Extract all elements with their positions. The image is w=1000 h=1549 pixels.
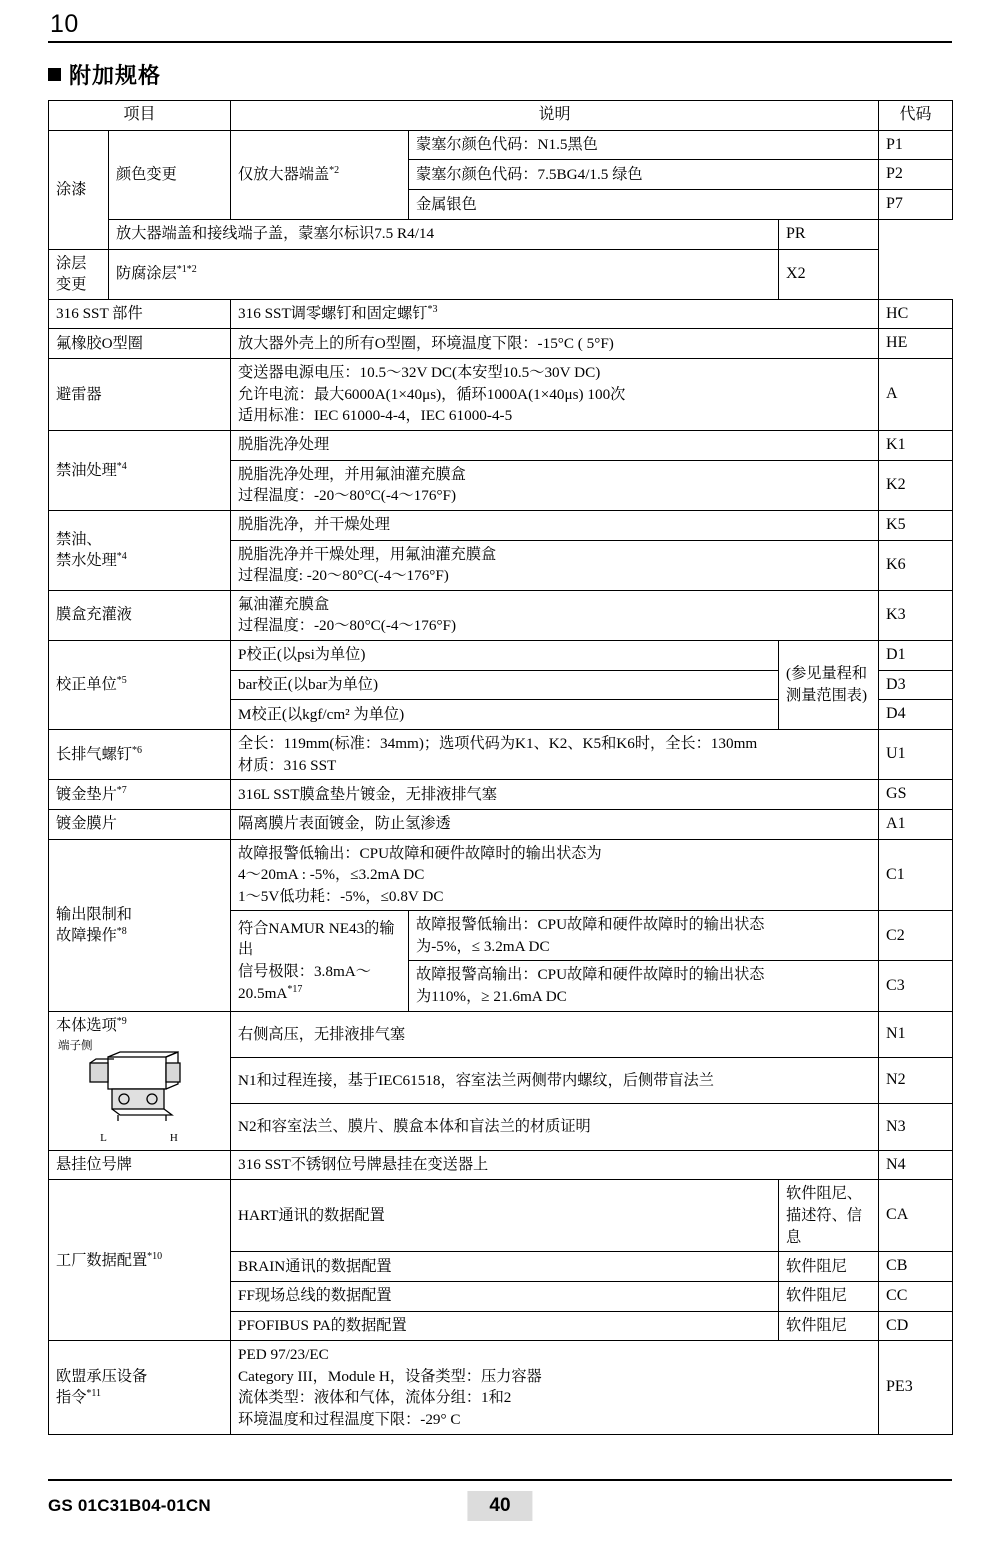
desc-ff-config: FF现场总线的数据配置 [231,1281,779,1311]
code-u1: U1 [879,729,953,779]
code-p2: P2 [879,160,953,190]
desc-line: 脱脂洗净并干燥处理，用氟油灌充膜盒 [238,545,497,563]
subitem-coating-change: 涂层变更 [49,249,109,299]
desc-brain-params: 软件阻尼 [779,1252,879,1282]
code-pe3: PE3 [879,1341,953,1434]
desc-line: 4～20mA : -5%，≤3.2mA DC [238,866,425,884]
desc-burnout-low [231,839,879,911]
desc-m-calibration: M校正(以kgf/cm² 为单位) [231,700,779,730]
item-paint: 涂漆 [49,130,109,249]
desc-psi-calibration: P校正(以psi为单位) [231,640,779,670]
desc-gold-plated-diaphragm: 隔离膜片表面镀金，防止氢渗透 [231,809,879,839]
low-high-labels [56,1131,223,1147]
desc-viton-oring: 放大器外壳上的所有O型圈，环境温度下限：-15°C ( 5°F) [231,329,879,359]
item-factory-config [49,1180,231,1341]
desc-line: 为110%，≥ 21.6mA DC [416,988,567,1006]
item-line [56,1387,223,1409]
item-gold-plated-gasket-text: 镀金垫片 [56,785,117,803]
code-d1: D1 [879,640,953,670]
label-high: H [169,1132,179,1145]
code-pr: PR [779,219,879,249]
desc-amplifier-cover [231,130,409,219]
section-title [48,59,952,90]
desc-gold-plated-gasket: 316L SST膜盒垫片镀金，无排液排气塞 [231,780,879,810]
page-number-top: 10 [50,10,79,38]
desc-munsell-green: 蒙塞尔颜色代码：7.5BG4/1.5 绿色 [409,160,879,190]
transmitter-outline-icon [74,1051,206,1125]
transmitter-body-diagram [56,1036,223,1147]
item-factory-config-text: 工厂数据配置 [56,1251,148,1269]
table-row [49,590,953,640]
table-row [49,249,953,299]
desc-degrease-dry: 脱脂洗净，并干燥处理 [231,510,879,540]
desc-anticorrosion-text: 防腐涂层 [116,265,177,283]
desc-capsule-fill-fluid [231,590,879,640]
footnote-marker: *4 [116,551,127,563]
footnote-marker: *10 [147,1250,163,1262]
label-low: L [100,1132,108,1145]
table-row [49,329,953,359]
code-a1: A1 [879,809,953,839]
code-c2: C2 [879,911,953,961]
item-long-vent-screw [49,729,231,779]
desc-line: 为-5%，≤ 3.2mA DC [416,937,550,955]
item-line [56,550,223,572]
page-number-badge: 40 [467,1491,532,1521]
footnote-marker: *9 [116,1015,127,1027]
desc-amplifier-cover-text: 仅放大器端盖 [238,166,330,183]
item-output-limit-failure [49,839,231,1011]
item-gold-plated-gasket [49,780,231,810]
desc-metal-silver: 金属银色 [409,190,879,220]
item-gold-plated-diaphragm: 镀金膜片 [49,809,231,839]
column-header-item: 项目 [49,101,231,131]
desc-line: 过程温度：-20～80°C(-4～176°F) [238,617,457,635]
desc-line: 过程温度：-20～80°C(-4～176°F) [238,487,457,505]
code-ca: CA [879,1180,953,1252]
code-n2: N2 [879,1057,953,1103]
table-row [49,359,953,431]
desc-hart-config: HART通讯的数据配置 [231,1180,779,1252]
desc-line: 过程温度: -20～80°C(-4～176°F) [238,567,449,585]
item-viton-oring: 氟橡胶O型圈 [49,329,231,359]
table-row [49,430,953,460]
desc-degrease-fluoro-fill [231,460,879,510]
desc-anticorrosion-coating [109,249,779,299]
table-row [49,510,953,540]
footnote-marker: *1*2 [176,264,197,276]
footer-row [48,1489,952,1523]
footnote-marker: *2 [329,164,340,176]
code-he: HE [879,329,953,359]
desc-line: 故障报警低输出：CPU故障和硬件故障时的输出状态 [416,916,765,934]
item-oil-water-free [49,510,231,590]
item-capsule-fill-fluid: 膜盒充灌液 [49,590,231,640]
desc-line: 环境温度和过程温度下限：-29° C [238,1411,461,1429]
table-header-row [49,101,953,131]
page-footer [48,1479,952,1523]
code-gs: GS [879,780,953,810]
item-line-text: 指令 [56,1389,87,1407]
table-row [49,839,953,911]
desc-line: 脱脂洗净处理，并用氟油灌充膜盒 [238,465,466,483]
item-calibration-unit-text: 校正单位 [56,676,117,694]
document-code: GS 01C31B04-01CN [48,1496,211,1515]
code-k3: K3 [879,590,953,640]
footnote-marker: *4 [116,460,127,472]
item-long-vent-screw-text: 长排气螺钉 [56,745,132,763]
desc-namur-ne43 [231,911,409,1011]
footnote-marker: *8 [116,926,127,938]
desc-lightning-arrester [231,359,879,431]
desc-line: 氟油灌充膜盒 [238,595,330,613]
code-n3: N3 [879,1104,953,1150]
desc-line: 材质：316 SST [238,756,337,774]
item-line [56,1015,223,1037]
desc-body-option-n1: 右侧高压，无排液排气塞 [231,1011,879,1057]
desc-line: 流体类型：液体和气体，流体分组：1和2 [238,1389,512,1407]
table-row [49,299,953,329]
table-row [49,809,953,839]
terminal-side-label: 端子侧 [58,1040,93,1053]
desc-ped-directive [231,1341,879,1434]
desc-316sst-screws-text: 316 SST调零螺钉和固定螺钉 [238,305,428,323]
code-c3: C3 [879,961,953,1011]
item-oil-free [49,430,231,510]
code-a: A [879,359,953,431]
section-title-text: 附加规格 [69,63,162,88]
desc-line: 1～5V低功耗：-5%，≤0.8V DC [238,887,444,905]
desc-bar-calibration: bar校正(以bar为单位) [231,670,779,700]
desc-line: 全长：119mm(标准：34mm)；选项代码为K1、K2、K5和K6时，全长：130mm [238,734,758,752]
code-p7: P7 [879,190,953,220]
item-hanging-tag: 悬挂位号牌 [49,1150,231,1180]
desc-long-vent-screw [231,729,879,779]
table-row [49,1180,953,1252]
column-header-description: 说明 [231,101,879,131]
desc-line: PED 97/23/EC [238,1346,329,1364]
table-row [49,729,953,779]
item-line [56,925,223,947]
footnote-marker: *11 [86,1388,102,1400]
desc-cover-and-terminal: 放大器端盖和接线端子盖，蒙塞尔标识7.5 R4/14 [109,219,779,249]
table-row [49,1150,953,1180]
table-row [49,1341,953,1434]
item-line-text: 故障操作 [56,927,117,945]
code-d4: D4 [879,700,953,730]
desc-degrease-dry-fill [231,540,879,590]
footer-divider [48,1479,952,1481]
code-k6: K6 [879,540,953,590]
header-divider [48,41,952,43]
desc-namur-high-alarm [409,961,879,1011]
item-ped-directive [49,1341,231,1434]
item-oil-free-text: 禁油处理 [56,461,117,479]
desc-body-option-n3: N2和容室法兰、膜片、膜盒本体和盲法兰的材质证明 [231,1104,879,1150]
footnote-marker: *5 [116,675,127,687]
code-n1: N1 [879,1011,953,1057]
desc-brain-config: BRAIN通讯的数据配置 [231,1252,779,1282]
desc-profibus-params: 软件阻尼 [779,1311,879,1341]
code-hc: HC [879,299,953,329]
desc-line: 变送器电源电压：10.5～32V DC(本安型10.5～30V DC) [238,364,601,382]
column-header-code: 代码 [879,101,953,131]
code-cc: CC [879,1281,953,1311]
footnote-marker: *3 [427,304,438,316]
code-k1: K1 [879,430,953,460]
item-316sst-parts: 316 SST 部件 [49,299,231,329]
code-d3: D3 [879,670,953,700]
code-c1: C1 [879,839,953,911]
item-line: 输出限制和 [56,905,132,923]
desc-line [238,961,401,1004]
desc-hanging-tag: 316 SST不锈钢位号牌悬挂在变送器上 [231,1150,879,1180]
desc-line: 故障报警低输出：CPU故障和硬件故障时的输出状态为 [238,844,602,862]
table-row [49,780,953,810]
table-row [49,640,953,670]
desc-munsell-n15: 蒙塞尔颜色代码：N1.5黑色 [409,130,879,160]
item-line: 欧盟承压设备 [56,1367,148,1385]
table-row [49,1011,953,1057]
code-x2: X2 [779,249,879,299]
desc-hart-params: 软件阻尼、描述符、信息 [779,1180,879,1252]
desc-316sst-screws [231,299,879,329]
code-k5: K5 [879,510,953,540]
desc-line-text: 信号极限：3.8mA～20.5mA [238,962,371,1002]
footnote-marker: *7 [116,784,127,796]
code-p1: P1 [879,130,953,160]
item-body-option [49,1011,231,1150]
desc-degrease-clean: 脱脂洗净处理 [231,430,879,460]
desc-line: 符合NAMUR NE43的输出 [238,919,395,959]
item-calibration-unit [49,640,231,729]
desc-ff-params: 软件阻尼 [779,1281,879,1311]
footnote-marker: *6 [131,744,142,756]
code-k2: K2 [879,460,953,510]
desc-line: 故障报警高输出：CPU故障和硬件故障时的输出状态 [416,966,765,984]
desc-line: 允许电流：最大6000A(1×40μs)，循环1000A(1×40μs) 100次 [238,385,626,403]
table-row [49,130,953,160]
note-range-table: (参见量程和测量范围表) [779,640,879,729]
code-cb: CB [879,1252,953,1282]
desc-namur-low-alarm [409,911,879,961]
bullet-icon [48,68,61,81]
item-line-text: 禁水处理 [56,552,117,570]
item-line: 禁油、 [56,530,102,548]
table-row [49,219,953,249]
desc-profibus-config: PFOFIBUS PA的数据配置 [231,1311,779,1341]
item-body-option-text: 本体选项 [56,1016,117,1034]
item-lightning-arrester: 避雷器 [49,359,231,431]
specifications-table [48,100,953,1435]
subitem-color-change: 颜色变更 [109,130,231,219]
desc-line: 适用标准：IEC 61000-4-4，IEC 61000-4-5 [238,407,513,425]
desc-line: Category III，Module H，设备类型：压力容器 [238,1367,542,1385]
desc-body-option-n2: N1和过程连接，基于IEC61518，容室法兰两侧带内螺纹，后侧带盲法兰 [231,1057,879,1103]
code-n4: N4 [879,1150,953,1180]
footnote-marker: *17 [287,983,303,995]
code-cd: CD [879,1311,953,1341]
